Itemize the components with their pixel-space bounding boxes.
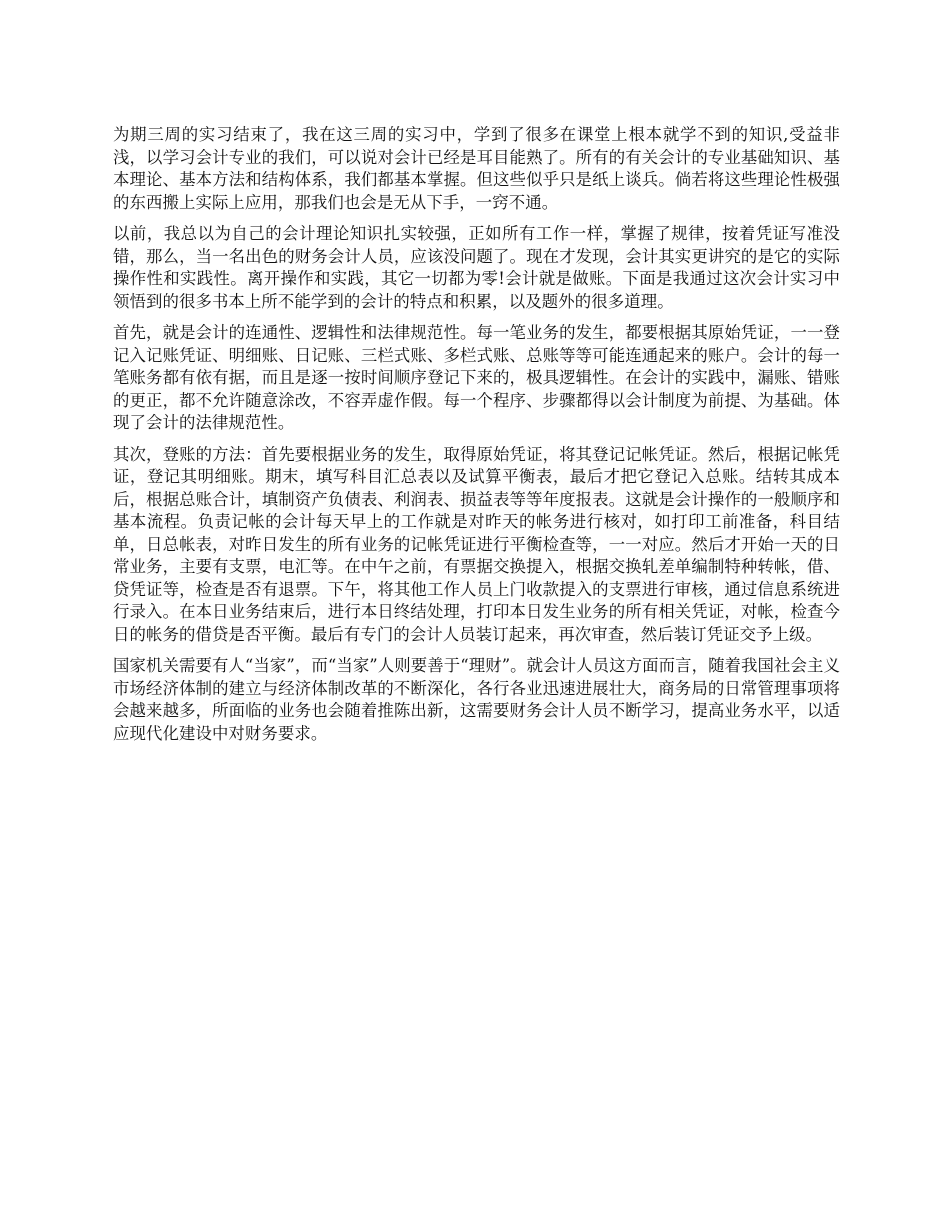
paragraph-4: 其次，登账的方法：首先要根据业务的发生，取得原始凭证，将其登记记帐凭证。然后，根据记帐凭证，登记其明细账。期末，填写科目汇总表以及试算平衡表，最后才把它登记入总账。结转其成本后，根据总账合计，填制资产负债表、利润表、损益表等等年度报表。这就是会计操作的一般顺序和基本流程。负责记帐的会计每天早上的工作就是对昨天的帐务进行核对，如打印工前准备，科目结单，日总帐表，对昨日发生的所有业务的记帐凭证进行平衡检查等，一一对应。然后才开始一天的日常业务，主要有支票，电汇等。在中午之前，有票据交换提入，根据交换轧差单编制特种转帐，借、贷凭证等，检查是否有退票。下午，将其他工作人员上门收款提入的支票进行审核，通过信息系统进行录入。在本日业务结束后，进行本日终结处理，打印本日发生业务的所有相关凭证，对帐，检查今日的帐务的借贷是否平衡。最后有专门的会计人员装订起来，再次审查，然后装订凭证交予上级。 — [113, 444, 840, 644]
paragraph-2: 以前，我总以为自己的会计理论知识扎实较强，正如所有工作一样，掌握了规律，按着凭证写准没错，那么，当一名出色的财务会计人员，应该没问题了。现在才发现，会计其实更讲究的是它的实际操作性和实践性。离开操作和实践，其它一切都为零!会计就是做账。下面是我通过这次会计实习中领悟到的很多书本上所不能学到的会计的特点和积累，以及题外的很多道理。 — [113, 224, 840, 311]
document-body — [113, 124, 840, 754]
paragraph-3: 首先，就是会计的连通性、逻辑性和法律规范性。每一笔业务的发生，都要根据其原始凭证，一一登记入记账凭证、明细账、日记账、三栏式账、多栏式账、总账等等可能连通起来的账户。会计的每一笔账务都有依有据，而且是逐一按时间顺序登记下来的，极具逻辑性。在会计的实践中，漏账、错账的更正，都不允许随意涂改，不容弄虚作假。每一个程序、步骤都得以会计制度为前提、为基础。体现了会计的法律规范性。 — [113, 323, 840, 432]
paragraph-1: 为期三周的实习结束了，我在这三周的实习中，学到了很多在课堂上根本就学不到的知识,受益非浅，以学习会计专业的我们，可以说对会计已经是耳目能熟了。所有的有关会计的专业基础知识、基本理论、基本方法和结构体系，我们都基本掌握。但这些似乎只是纸上谈兵。倘若将这些理论性极强的东西搬上实际上应用，那我们也会是无从下手，一窍不通。 — [113, 125, 840, 212]
paragraph-5: 国家机关需要有人“当家”，而“当家”人则要善于“理财”。就会计人员这方面而言，随着我国社会主义市场经济体制的建立与经济体制改革的不断深化，各行各业迅速进展壮大，商务局的日常管理事项将会越来越多，所面临的业务也会随着推陈出新，这需要财务会计人员不断学习，提高业务水平，以适应现代化建设中对财务要求。 — [113, 656, 840, 743]
